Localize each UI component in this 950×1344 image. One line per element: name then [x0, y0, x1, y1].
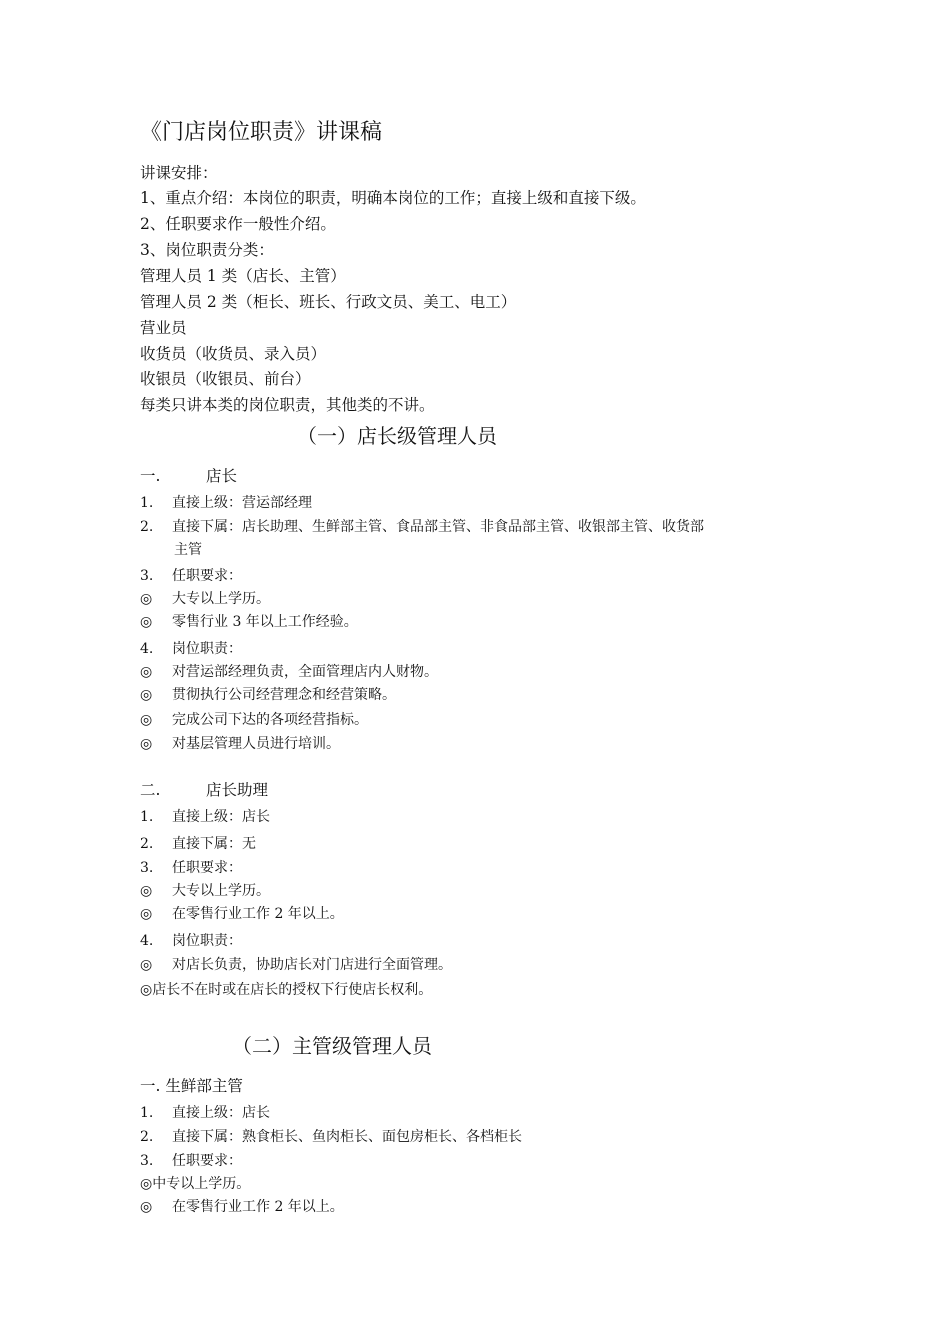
- bullet-marker: ◎: [140, 883, 153, 899]
- role-number: 二.: [140, 781, 161, 799]
- section-heading: （二）主管级管理人员: [232, 1034, 432, 1058]
- plain-bullet-line: ◎店长不在时或在店长的授权下行使店长权利。: [140, 982, 433, 998]
- list-item: 岗位职责：: [172, 933, 242, 949]
- intro-line: 2、任职要求作一般性介绍。: [140, 215, 336, 233]
- intro-line: 1、重点介绍：本岗位的职责，明确本岗位的工作；直接上级和直接下级。: [140, 189, 646, 207]
- list-item: 任职要求：: [172, 568, 242, 584]
- list-item-continuation: 主管: [174, 542, 202, 558]
- list-marker: 2.: [140, 1129, 154, 1145]
- intro-line: 管理人员 1 类（店长、主管）: [140, 267, 346, 285]
- list-marker: 1.: [140, 1105, 154, 1121]
- list-item: 直接下属：熟食柜长、鱼肉柜长、面包房柜长、各档柜长: [172, 1129, 522, 1145]
- list-item: 在零售行业工作 2 年以上。: [172, 1199, 344, 1215]
- list-item: 对营运部经理负责，全面管理店内人财物。: [172, 664, 438, 680]
- list-item: 完成公司下达的各项经营指标。: [172, 712, 368, 728]
- bullet-marker: ◎: [140, 712, 153, 728]
- role-number: 一.: [140, 467, 161, 485]
- document-title: 《门店岗位职责》讲课稿: [140, 120, 383, 145]
- bullet-marker: ◎: [140, 957, 153, 973]
- plain-bullet-line: ◎中专以上学历。: [140, 1176, 251, 1192]
- list-marker: 1.: [140, 809, 154, 825]
- intro-line: 3、岗位职责分类：: [140, 241, 274, 259]
- intro-line: 讲课安排：: [140, 164, 218, 182]
- intro-line: 每类只讲本类的岗位职责，其他类的不讲。: [140, 396, 435, 414]
- intro-line: 管理人员 2 类（柜长、班长、行政文员、美工、电工）: [140, 293, 517, 311]
- list-item: 直接上级：店长: [172, 809, 270, 825]
- list-item: 对基层管理人员进行培训。: [172, 736, 340, 752]
- section-heading: （一）店长级管理人员: [297, 424, 497, 448]
- intro-line: 收银员（收银员、前台）: [140, 370, 311, 388]
- list-item: 直接下属：店长助理、生鲜部主管、食品部主管、非食品部主管、收银部主管、收货部: [172, 519, 704, 535]
- list-item: 任职要求：: [172, 1153, 242, 1169]
- list-marker: 3.: [140, 568, 154, 584]
- list-item: 对店长负责，协助店长对门店进行全面管理。: [172, 957, 452, 973]
- list-item: 贯彻执行公司经营理念和经营策略。: [172, 687, 396, 703]
- role-title: 一. 生鲜部主管: [140, 1077, 243, 1095]
- list-marker: 3.: [140, 860, 154, 876]
- list-marker: 4.: [140, 641, 154, 657]
- list-marker: 4.: [140, 933, 154, 949]
- list-marker: 2.: [140, 519, 154, 535]
- list-item: 任职要求：: [172, 860, 242, 876]
- list-item: 直接上级：营运部经理: [172, 495, 312, 511]
- list-item: 直接下属：无: [172, 836, 256, 852]
- list-item: 岗位职责：: [172, 641, 242, 657]
- bullet-marker: ◎: [140, 591, 153, 607]
- list-item: 大专以上学历。: [172, 591, 270, 607]
- list-marker: 1.: [140, 495, 154, 511]
- bullet-marker: ◎: [140, 664, 153, 680]
- list-marker: 3.: [140, 1153, 154, 1169]
- list-item: 大专以上学历。: [172, 883, 270, 899]
- bullet-marker: ◎: [140, 736, 153, 752]
- role-title: 店长: [206, 467, 238, 485]
- intro-line: 收货员（收货员、录入员）: [140, 345, 327, 363]
- list-item: 直接上级：店长: [172, 1105, 270, 1121]
- list-item: 零售行业 3 年以上工作经验。: [172, 614, 358, 630]
- list-item: 在零售行业工作 2 年以上。: [172, 906, 344, 922]
- intro-line: 营业员: [140, 319, 187, 337]
- bullet-marker: ◎: [140, 1199, 153, 1215]
- list-marker: 2.: [140, 836, 154, 852]
- bullet-marker: ◎: [140, 906, 153, 922]
- bullet-marker: ◎: [140, 614, 153, 630]
- role-title: 店长助理: [206, 781, 269, 799]
- bullet-marker: ◎: [140, 687, 153, 703]
